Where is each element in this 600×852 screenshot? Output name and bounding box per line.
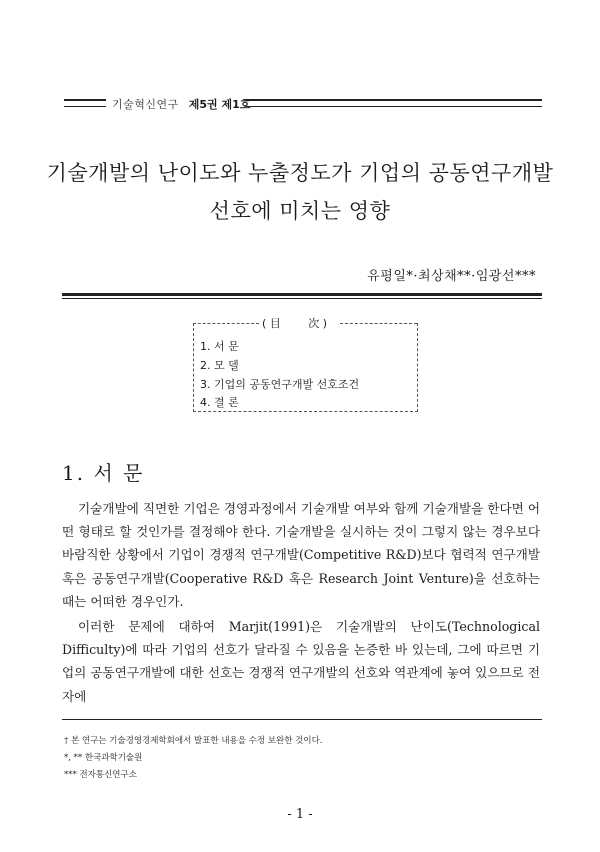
running-header — [112, 96, 250, 112]
toc-heading-left: ( 目 — [262, 317, 281, 330]
section-heading: 1. 서 문 — [62, 461, 145, 485]
footnote: *, ** 한국과학기술원 — [64, 753, 143, 763]
footnotes — [64, 733, 322, 784]
toc-heading — [262, 315, 327, 331]
footnote-rule — [62, 719, 542, 720]
header-rule-left — [64, 99, 106, 107]
toc-item: 3. 기업의 공동연구개발 선호조건 — [200, 378, 360, 391]
toc-item: 1. 서 문 — [200, 340, 239, 353]
body-text — [62, 497, 540, 708]
toc-item: 4. 결 론 — [200, 396, 239, 409]
paper-title-line2: 선호에 미치는 영향 — [209, 199, 391, 223]
toc-box-top-right — [340, 323, 417, 324]
paper-title-line1: 기술개발의 난이도와 누출정도가 기업의 공동연구개발 — [46, 161, 554, 185]
author-rule-thin — [62, 298, 542, 299]
toc-heading-right: 次 ) — [308, 317, 328, 330]
toc-item: 2. 모 델 — [200, 359, 239, 372]
issue-number: 제5권 제1호 — [188, 98, 251, 111]
footnote: *** 전자통신연구소 — [64, 770, 137, 780]
toc-box-top-left — [193, 323, 259, 324]
journal-name: 기술혁신연구 — [112, 98, 179, 111]
paragraph: 이러한 문제에 대하여 Marjit(1991)은 기술개발의 난이도(Technological Difficulty)에 따라 기업의 선호가 달라질 수 있음을 논증한 바 있는데, 그에 따르면 기업의 공동연구개발에 대한 선호는 경쟁적 연구개발의 선호와 역관계에 놓여 있으므로 전자에 — [62, 619, 540, 704]
header-rule-right — [246, 99, 542, 107]
footnote: † 본 연구는 기술경영경제학회에서 발표한 내용을 수정 보완한 것이다. — [64, 736, 323, 746]
paragraph: 기술개발에 직면한 기업은 경영과정에서 기술개발 여부와 함께 기술개발을 한다면 어떤 형태로 할 것인가를 결정해야 한다. 기술개발을 실시하는 것이 그렇지 않는 경우보다 바람직한 상황에서 기업이 경쟁적 연구개발(Competitive R&D)보다 협력적 연구개발 혹은 공동연구개발(Cooperative R&D 혹은 Research Joint Venture)을 선호하는 때는 어떠한 경우인가. — [62, 501, 540, 609]
author-rule-thick — [62, 293, 542, 296]
page-number: - 1 - — [287, 807, 313, 822]
author-list: 유평일*·최상채**·임광선*** — [367, 269, 536, 284]
